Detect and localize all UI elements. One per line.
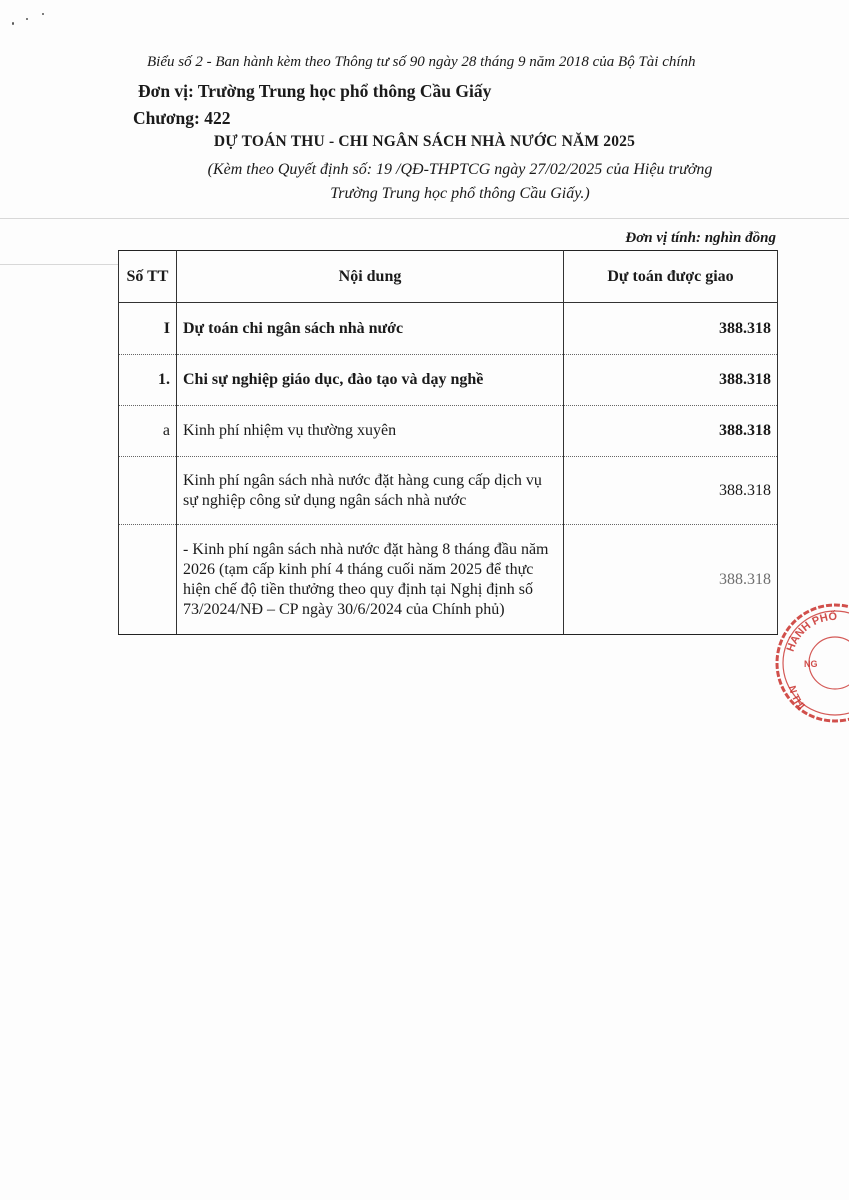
seal-center-ring (809, 637, 849, 689)
table-row (119, 303, 778, 355)
row-content: Kinh phí ngân sách nhà nước đặt hàng cung cấp dịch vụ sự nghiệp công sử dụng ngân sách nhà nước (177, 457, 564, 525)
official-seal-stamp (770, 598, 849, 728)
row-amount: 388.318 (564, 303, 778, 355)
row-stt (119, 525, 177, 635)
row-amount: 388.318 (564, 457, 778, 525)
row-content: Kinh phí nhiệm vụ thường xuyên (177, 406, 564, 457)
table-row (119, 406, 778, 457)
table-row (119, 457, 778, 525)
scan-speck (26, 18, 28, 20)
currency-unit-note: Đơn vị tính: nghìn đồng (625, 230, 776, 246)
column-header-amount: Dự toán được giao (564, 251, 778, 303)
row-amount: 388.318 (564, 406, 778, 457)
legal-reference: Biểu số 2 - Ban hành kèm theo Thông tư số 90 ngày 28 tháng 9 năm 2018 của Bộ Tài chính (147, 54, 696, 70)
row-amount: 388.318 (564, 355, 778, 406)
table-header-row (119, 251, 778, 303)
row-stt: 1. (119, 355, 177, 406)
organization-unit: Đơn vị: Trường Trung học phổ thông Cầu Giấy (138, 81, 492, 101)
table-row (119, 525, 778, 635)
budget-chapter: Chương: 422 (133, 108, 231, 128)
budget-table (118, 250, 778, 635)
table-row (119, 355, 778, 406)
seal-text-top: HÀNH PHỐ (784, 610, 838, 654)
row-stt: a (119, 406, 177, 457)
row-amount: 388.318 (564, 525, 778, 635)
row-content: Chi sự nghiệp giáo dục, đào tạo và dạy nghề (177, 355, 564, 406)
row-stt (119, 457, 177, 525)
scan-speck (12, 22, 14, 25)
seal-inner-ring (783, 611, 849, 715)
scan-speck (42, 13, 44, 15)
scan-artifact-line (0, 264, 118, 265)
decision-reference-line1: (Kèm theo Quyết định số: 19 /QĐ-THPTCG ngày 27/02/2025 của Hiệu trưởng (207, 161, 713, 178)
scan-artifact-line (0, 218, 849, 219)
row-content: - Kinh phí ngân sách nhà nước đặt hàng 8 tháng đầu năm 2026 (tạm cấp kinh phí 4 tháng cuối năm 2025 để thực hiện chế độ tiền thưởng theo quy định tại Nghị định số 73/2024/NĐ – CP ngày 30/6/2024 của Chính phủ) (177, 525, 564, 635)
column-header-stt: Số TT (119, 251, 177, 303)
seal-text-middle: NG (804, 659, 818, 669)
document-title: DỰ TOÁN THU - CHI NGÂN SÁCH NHÀ NƯỚC NĂM 2025 (213, 133, 636, 150)
seal-outer-ring (777, 605, 849, 721)
seal-text-bottom: N THỊ (785, 684, 807, 712)
decision-reference-line2: Trường Trung học phổ thông Cầu Giấy.) (330, 185, 590, 202)
row-content: Dự toán chi ngân sách nhà nước (177, 303, 564, 355)
column-header-content: Nội dung (177, 251, 564, 303)
row-stt: I (119, 303, 177, 355)
